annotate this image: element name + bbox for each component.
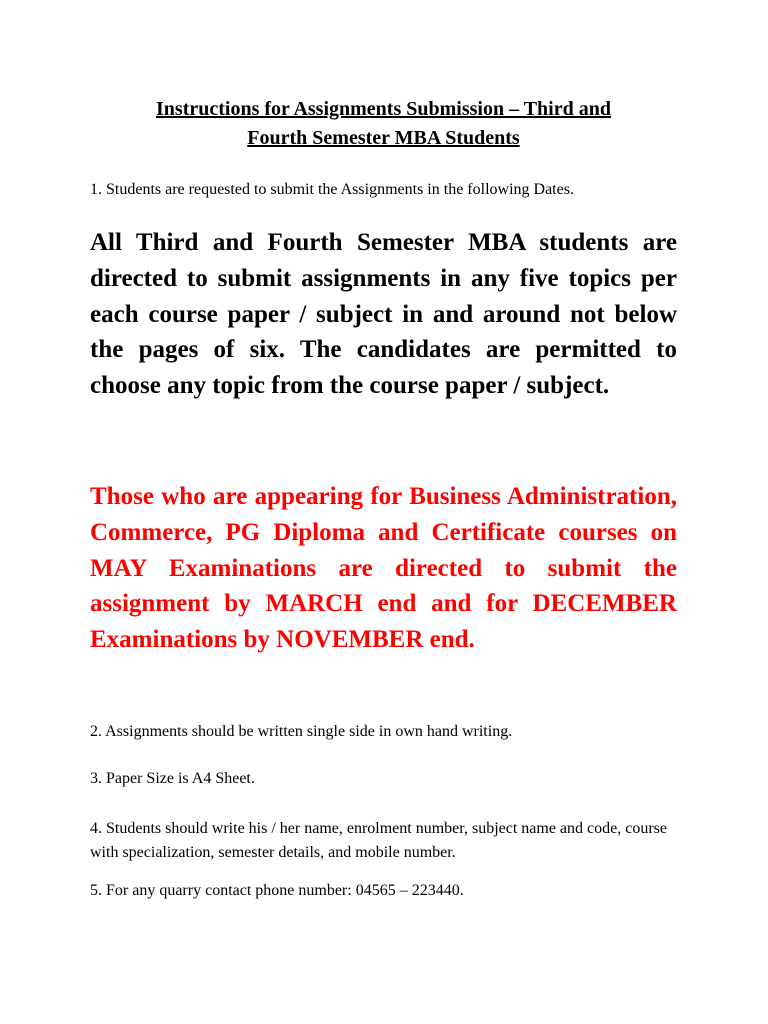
deadline-notice-paragraph: Those who are appearing for Business Administration, Commerce, PG Diploma and Certificate courses on MAY Examinations are directed to submit the assignment by MARCH end and for DECEMBER Examinations by NOVEMBER end. [90, 483, 677, 654]
instruction-item-2: 2. Assignments should be written single side in own hand writing. [90, 723, 513, 740]
instruction-item-5: 5. For any quarry contact phone number: 04565 – 223440. [90, 882, 464, 899]
instruction-item-1: 1. Students are requested to submit the Assignments in the following Dates. [90, 181, 574, 198]
title-line-2: Fourth Semester MBA Students [247, 127, 520, 149]
instruction-item-4: 4. Students should write his / her name, enrolment number, subject name and code, course with specialization, semester details, and mobile number. [90, 820, 667, 861]
notice-paragraph: All Third and Fourth Semester MBA students are directed to submit assignments in any five topics per each course paper / subject in and around not below the pages of six. The candidates are permitted to choose any topic from the course paper / subject. [90, 229, 677, 400]
instruction-item-3: 3. Paper Size is A4 Sheet. [90, 770, 255, 787]
document-title [90, 95, 677, 153]
title-line-1: Instructions for Assignments Submission – Third and [156, 98, 611, 120]
